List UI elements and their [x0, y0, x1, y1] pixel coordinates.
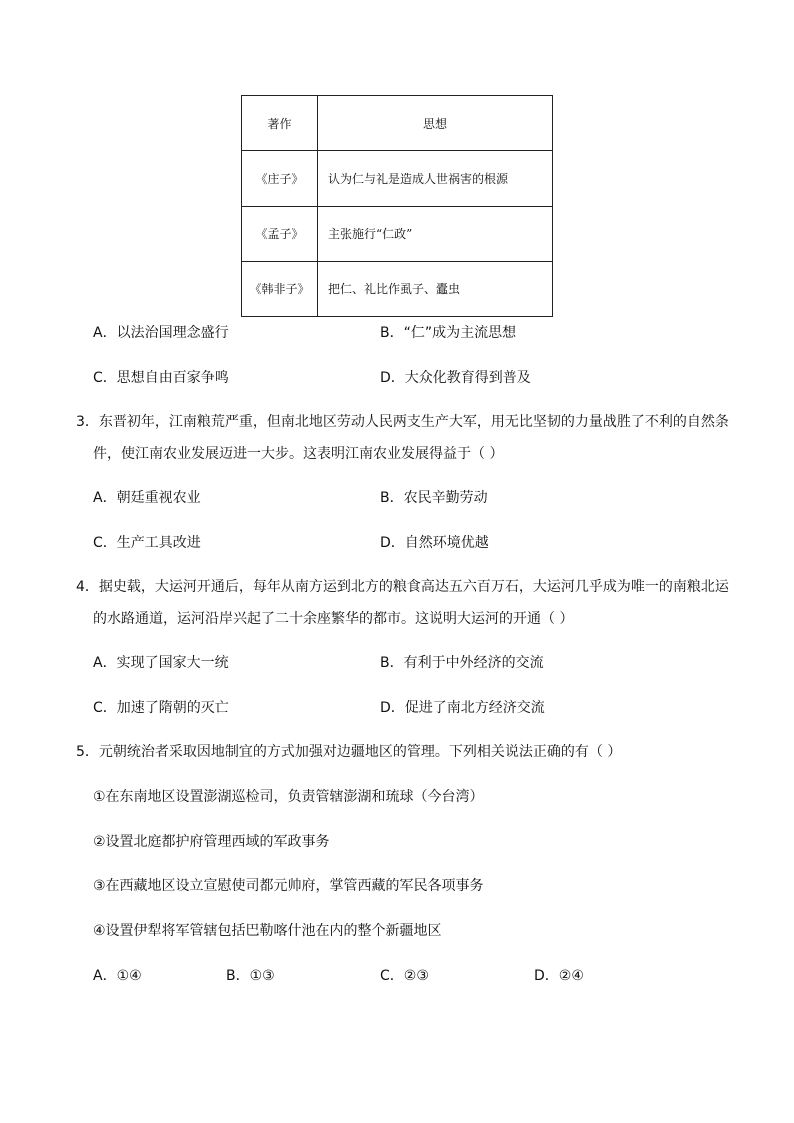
- q5-item-2: ②设置北庭都护府管理西域的军政事务: [93, 834, 330, 850]
- table-cell: 认为仁与礼是造成人世祸害的根源: [318, 151, 553, 206]
- table-cell: 《庄子》: [242, 151, 318, 206]
- table-header-cell: 思想: [318, 96, 553, 151]
- table-row: [242, 151, 553, 206]
- q3-stem-line2: 件，使江南农业发展迈进一大步。这表明江南农业发展得益于（ ）: [93, 446, 504, 462]
- q5-stem: 5．元朝统治者采取因地制宜的方式加强对边疆地区的管理。下列相关说法正确的有（ ）: [76, 744, 622, 760]
- q5-item-1: ①在东南地区设置澎湖巡检司，负责管辖澎湖和琉球（今台湾）: [93, 789, 484, 805]
- q3-option-d: D．自然环境优越: [380, 535, 489, 551]
- q4-option-b: B．有利于中外经济的交流: [380, 655, 544, 671]
- q3-option-b: B．农民辛勤劳动: [380, 490, 488, 506]
- q4-option-a: A．实现了国家大一统: [93, 655, 229, 671]
- q3-option-a: A．朝廷重视农业: [93, 490, 201, 506]
- q4-option-d: D．促进了南北方经济交流: [380, 700, 545, 716]
- table-cell: 主张施行“仁政”: [318, 206, 553, 261]
- q4-stem-line2: 的水路通道，运河沿岸兴起了二十余座繁华的都市。这说明大运河的开通（ ）: [93, 611, 574, 627]
- q3-stem-line1: 3．东晋初年，江南粮荒严重，但南北地区劳动人民两支生产大军，用无比坚韧的力量战胜了不利的自然条: [76, 414, 729, 430]
- table-cell: 《韩非子》: [242, 261, 318, 316]
- q4-stem-line1: 4．据史载，大运河开通后，每年从南方运到北方的粮食高达五六百万石，大运河几乎成为唯一的南粮北运: [76, 579, 729, 595]
- q2-option-b: B．“仁”成为主流思想: [380, 325, 517, 341]
- q5-item-4: ④设置伊犁将军管辖包括巴勒喀什池在内的整个新疆地区: [93, 923, 442, 939]
- q4-option-c: C．加速了隋朝的灭亡: [93, 700, 229, 716]
- q5-option-d: D．②④: [534, 968, 584, 984]
- q3-option-c: C．生产工具改进: [93, 535, 201, 551]
- table-row: [242, 261, 553, 316]
- table-header-cell: 著作: [242, 96, 318, 151]
- q2-option-d: D．大众化教育得到普及: [380, 370, 531, 386]
- table-header-row: [242, 96, 553, 151]
- q2-option-a: A．以法治国理念盛行: [93, 325, 229, 341]
- q5-option-b: B．①③: [226, 968, 275, 984]
- q5-option-a: A．①④: [93, 968, 142, 984]
- table-row: [242, 206, 553, 261]
- works-table: [241, 95, 553, 317]
- q2-option-c: C．思想自由百家争鸣: [93, 370, 229, 386]
- q5-item-3: ③在西藏地区设立宣慰使司都元帅府，掌管西藏的军民各项事务: [93, 878, 484, 894]
- table-cell: 《孟子》: [242, 206, 318, 261]
- q5-option-c: C．②③: [380, 968, 429, 984]
- table-cell: 把仁、礼比作虱子、蠹虫: [318, 261, 553, 316]
